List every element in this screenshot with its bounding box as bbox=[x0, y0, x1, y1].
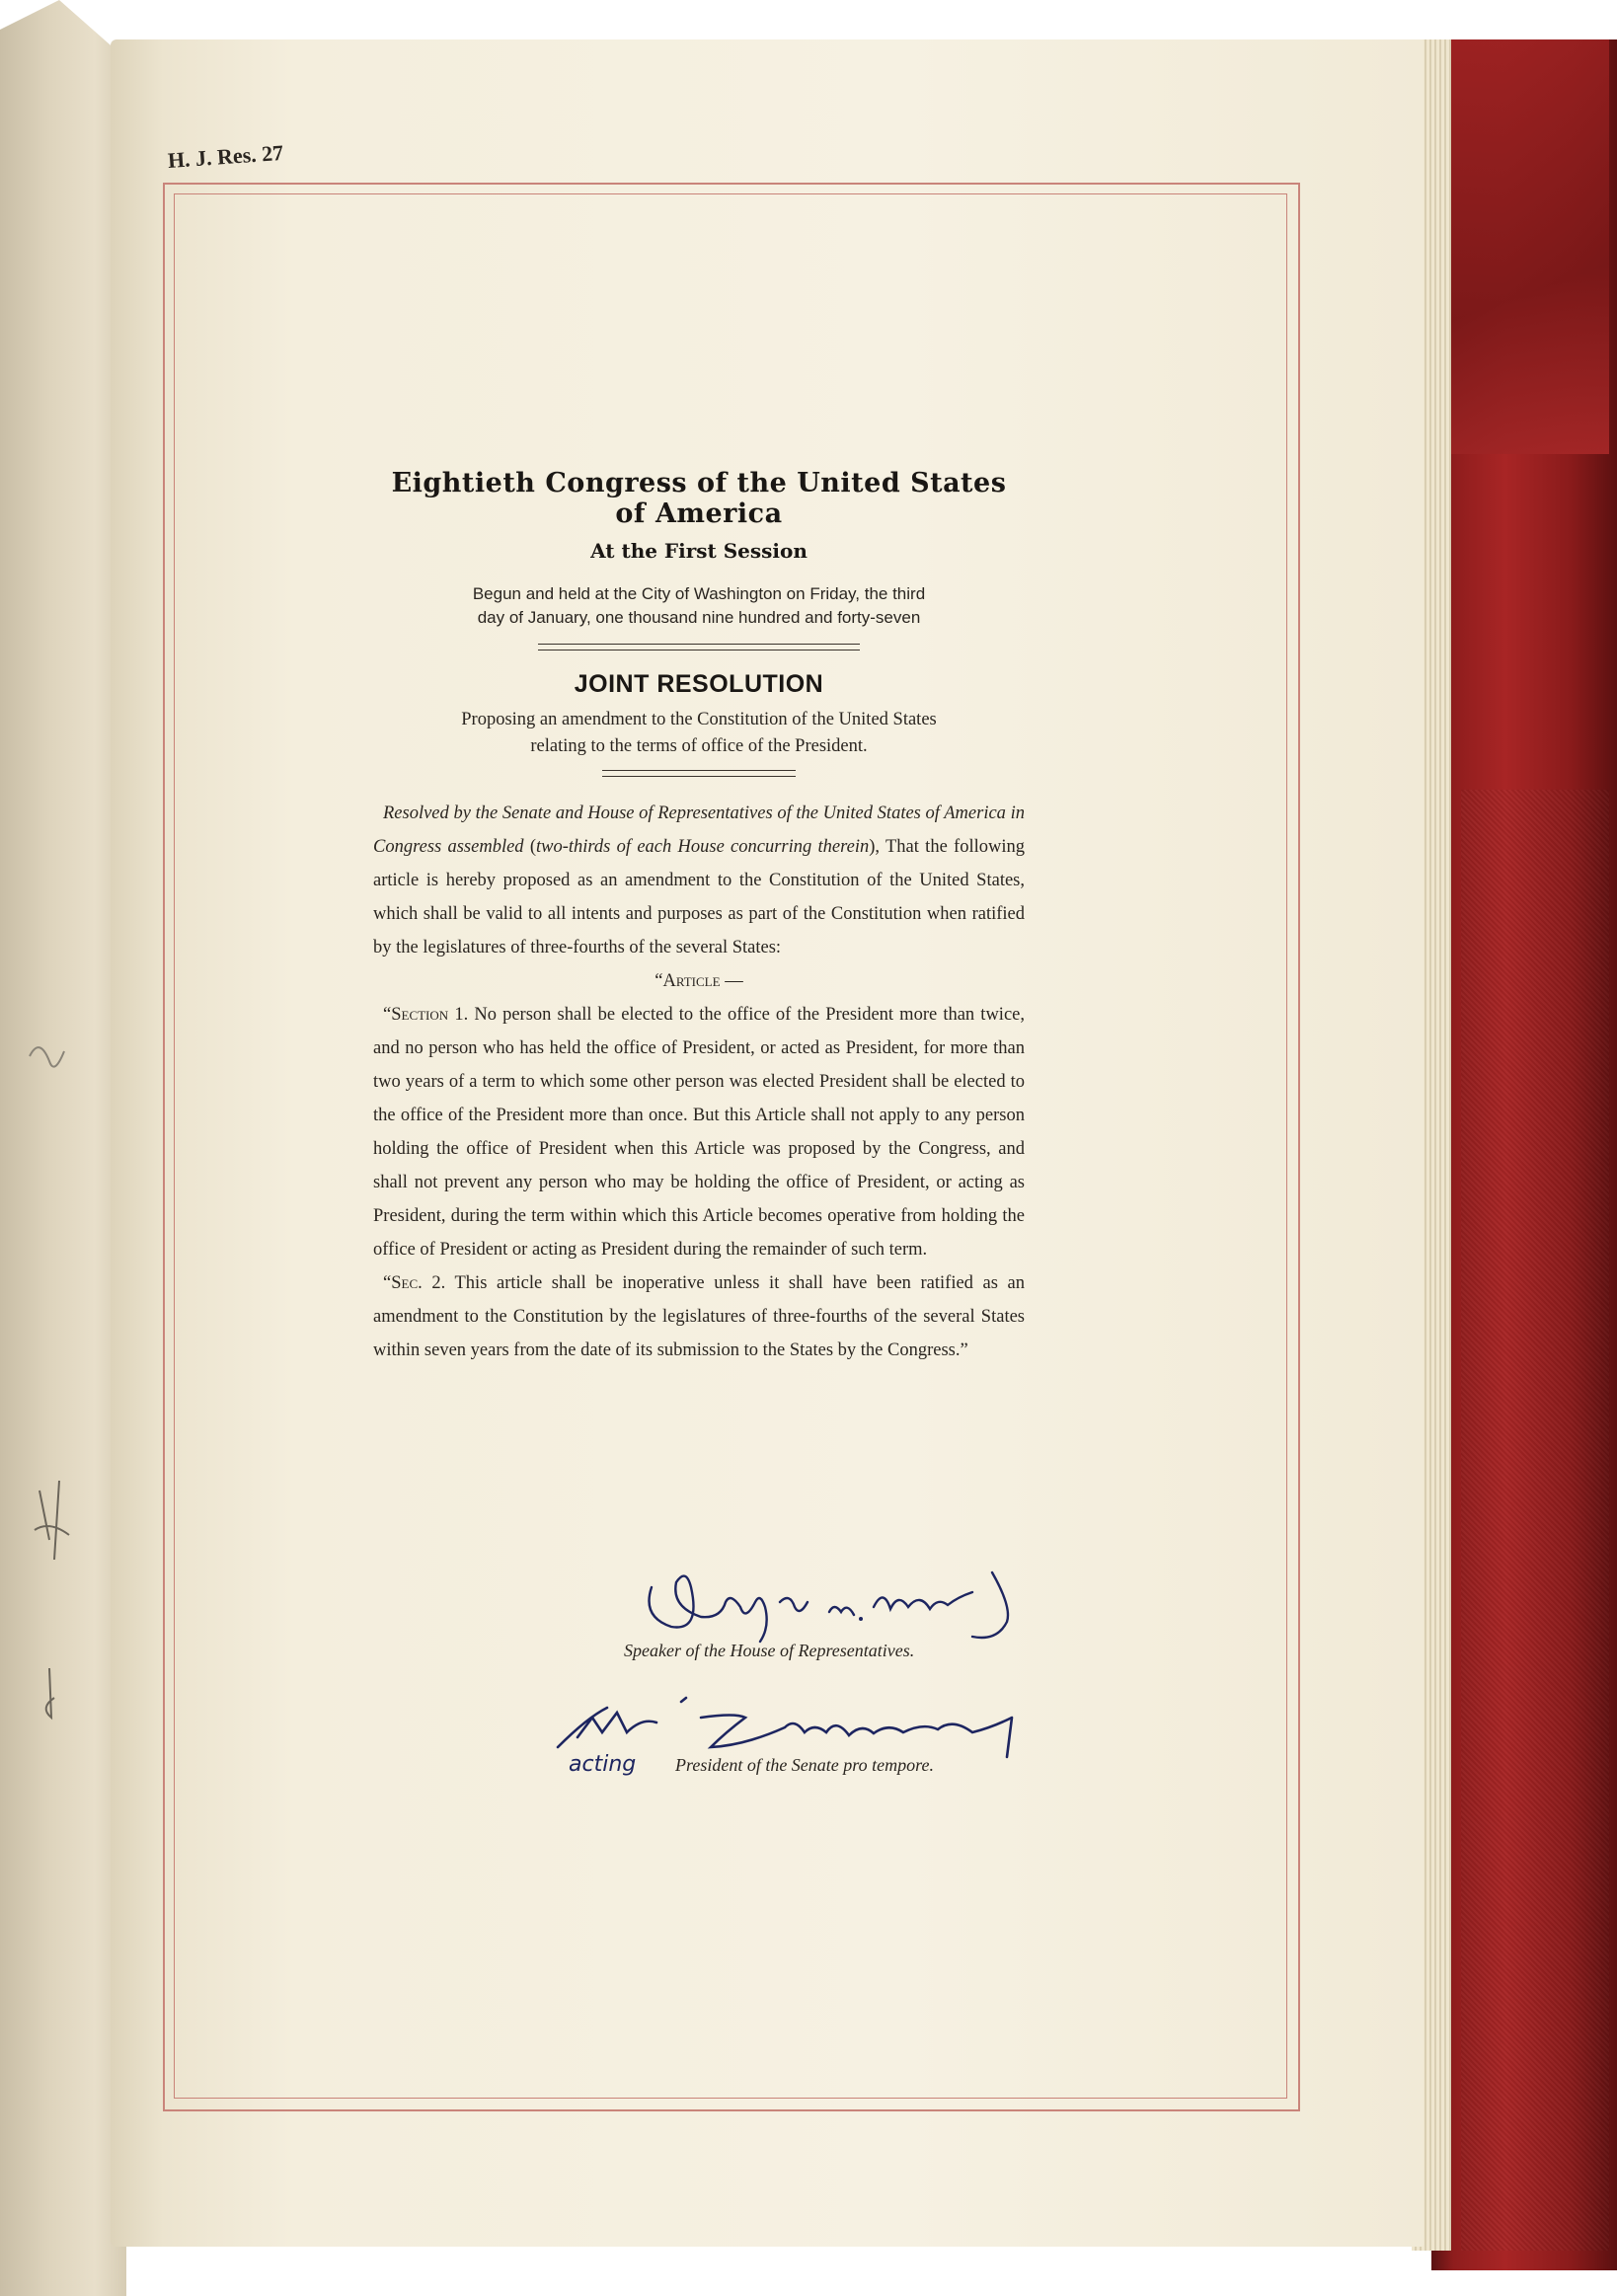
purpose-statement bbox=[373, 707, 1025, 760]
binding-corner bbox=[1441, 39, 1609, 454]
article-heading: “Article — bbox=[654, 971, 743, 991]
speaker-title: Speaker of the House of Representatives. bbox=[624, 1641, 915, 1660]
resolution-number: H. J. Res. 27 bbox=[167, 139, 284, 173]
document-title: JOINT RESOLUTION bbox=[574, 670, 824, 698]
acting-handwritten-note: acting bbox=[569, 1752, 637, 1777]
section-1-text: No person shall be elected to the office of the President more than twice, and no person who has held the office of President, or acted as President, for more than two years of a term to which some other person was elected President shall be elected to the office of the President more than once. But this Article shall not apply to any person holding the office of President when this Article was proposed by the Congress, and shall not prevent any person who may be holding the office of President, or acting as President, during the term within which this Article becomes operative from holding the office of President or acting as President during the remainder of such term. bbox=[373, 1005, 1025, 1260]
section-1-label: “Section bbox=[383, 1005, 449, 1025]
left-page-pencil-mark bbox=[10, 1658, 89, 1737]
resolving-clause: Resolved by the Senate and House of Representatives of the United States of America in Congress assembled (two-thirds of each House concurring therein), That the following article is hereby proposed as an amendment to the Constitution of the United States, which shall be valid to all intents and purposes as part of the Constitution when ratified by the legislatures of three-fourths of the several States: bbox=[373, 804, 1025, 957]
begun-line: Begun and held at the City of Washington on Friday, the third bbox=[472, 584, 926, 603]
resolving-clause-text: That the following article is hereby proposed as an amendment to the Constitution of the United States, which shall be valid to all intents and purposes as part of the Constitution when ratified by the legislatures of three-fourths of the several States: bbox=[373, 837, 1025, 957]
left-facing-page bbox=[0, 0, 126, 2296]
session-heading: At the First Session bbox=[590, 539, 808, 563]
double-rule-divider bbox=[602, 770, 796, 777]
congress-heading: Eightieth Congress of the United States of America bbox=[391, 468, 1007, 529]
double-rule-divider bbox=[538, 644, 860, 651]
purpose-line: Proposing an amendment to the Constitution of the United States bbox=[461, 710, 937, 729]
section-1 bbox=[373, 998, 1025, 1266]
section-2-number: 2. bbox=[431, 1273, 446, 1293]
begun-statement bbox=[373, 582, 1025, 630]
begun-line: day of January, one thousand nine hundred and forty-seven bbox=[477, 608, 921, 627]
section-2-label: “Sec. bbox=[383, 1273, 423, 1293]
section-1-number: 1. bbox=[454, 1005, 469, 1025]
purpose-line: relating to the terms of office of the President. bbox=[530, 736, 868, 756]
resolution-content bbox=[373, 468, 1025, 1367]
binding-texture bbox=[1461, 790, 1609, 2251]
resolution-body bbox=[373, 797, 1025, 1367]
resolving-clause-italic: Resolved by the Senate and House of Representatives of the United States of America in Congress assembled bbox=[373, 804, 1025, 857]
section-2 bbox=[373, 1266, 1025, 1367]
two-thirds-clause: two-thirds of each House concurring therein bbox=[536, 837, 870, 857]
section-2-text: This article shall be inoperative unless it shall have been ratified as an amendment to the Constitution by the legislatures of three-fourths of the several States within seven years from the date of its submission to the States by the Congress.” bbox=[373, 1273, 1025, 1360]
left-page-pencil-mark bbox=[10, 1471, 89, 1589]
left-page-pencil-mark bbox=[10, 1017, 89, 1096]
senate-title: President of the Senate pro tempore. bbox=[675, 1755, 934, 1775]
